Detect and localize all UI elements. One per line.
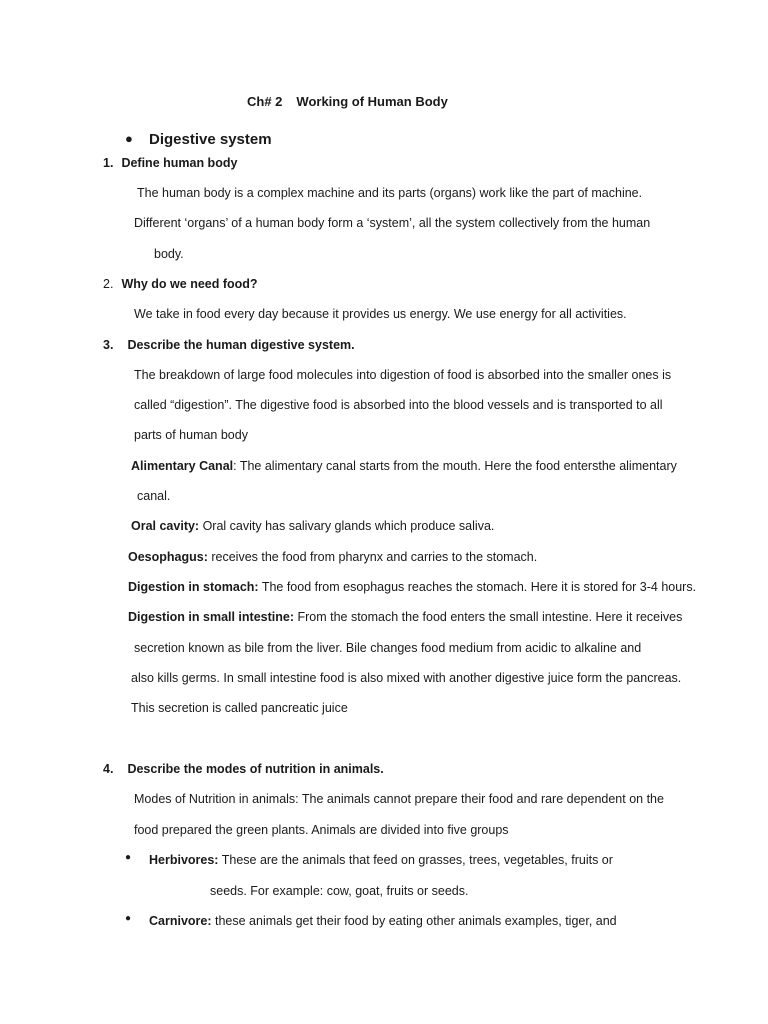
question-number: 2. (103, 277, 114, 291)
answer-line: also kills germs. In small intestine food is also mixed with another digestive juice form the pancreas. (131, 671, 682, 685)
question-1 (103, 155, 237, 171)
question-text: Define human body (121, 156, 238, 170)
oral-cavity-line (131, 518, 494, 534)
question-text: Why do we need food? (121, 277, 258, 291)
bullet-icon: ● (125, 913, 132, 924)
answer-line: The human body is a complex machine and its parts (organs) work like the part of machine. (137, 186, 643, 200)
answer-line: called “digestion”. The digestive food is absorbed into the blood vessels and is transported to all (134, 398, 663, 412)
definition: these animals get their food by eating other animals examples, tiger, and (211, 914, 617, 928)
stomach-line (128, 579, 696, 595)
definition: : The alimentary canal starts from the mouth. Here the food entersthe alimentary (233, 459, 677, 473)
question-number: 4. (103, 762, 114, 776)
answer-line: seeds. For example: cow, goat, fruits or seeds. (210, 884, 469, 898)
term: Alimentary Canal (131, 459, 234, 473)
answer-line: parts of human body (134, 428, 248, 442)
answer-line: The breakdown of large food molecules into digestion of food is absorbed into the smaller ones is (134, 368, 672, 382)
term: Oral cavity: (131, 519, 200, 533)
question-2 (103, 276, 258, 292)
alimentary-canal-line (131, 458, 677, 474)
oesophagus-line (128, 549, 537, 565)
bullet-icon: ● (125, 852, 132, 863)
small-intestine-line (128, 609, 682, 625)
answer-line: Different ‘organs’ of a human body form a ‘system’, all the system collectively from the human (134, 216, 651, 230)
definition: receives the food from pharynx and carries to the stomach. (207, 550, 538, 564)
question-4 (103, 761, 384, 777)
definition: These are the animals that feed on grasses, trees, vegetables, fruits or (218, 853, 613, 867)
term: Carnivore: (149, 914, 212, 928)
definition: The food from esophagus reaches the stomach. Here it is stored for 3-4 hours. (258, 580, 697, 594)
answer-line: canal. (137, 489, 171, 503)
section-heading: Digestive system (149, 131, 272, 148)
term: Digestion in small intestine: (128, 610, 294, 624)
question-text: Describe the human digestive system. (127, 338, 355, 352)
term: Herbivores: (149, 853, 219, 867)
chapter-number: Ch# 2 (247, 94, 283, 109)
answer-line: Modes of Nutrition in animals: The animals cannot prepare their food and rare dependent on the (134, 792, 664, 806)
question-number: 3. (103, 338, 114, 352)
answer-line: We take in food every day because it provides us energy. We use energy for all activities. (134, 307, 627, 321)
herbivores-line (149, 852, 613, 868)
question-number: 1. (103, 156, 114, 170)
chapter-title: Working of Human Body (296, 94, 448, 109)
question-3 (103, 337, 355, 353)
answer-line: This secretion is called pancreatic juice (131, 701, 348, 715)
term: Oesophagus: (128, 550, 208, 564)
definition: From the stomach the food enters the small intestine. Here it receives (294, 610, 683, 624)
answer-line: body. (154, 247, 184, 261)
bullet-icon: ● (125, 131, 133, 146)
definition: Oral cavity has salivary glands which produce saliva. (199, 519, 495, 533)
answer-line: secretion known as bile from the liver. Bile changes food medium from acidic to alkaline and (134, 641, 642, 655)
term: Digestion in stomach: (128, 580, 259, 594)
answer-line: food prepared the green plants. Animals are divided into five groups (134, 823, 509, 837)
question-text: Describe the modes of nutrition in animals. (127, 762, 384, 776)
page-title (247, 94, 448, 110)
carnivore-line (149, 913, 617, 929)
